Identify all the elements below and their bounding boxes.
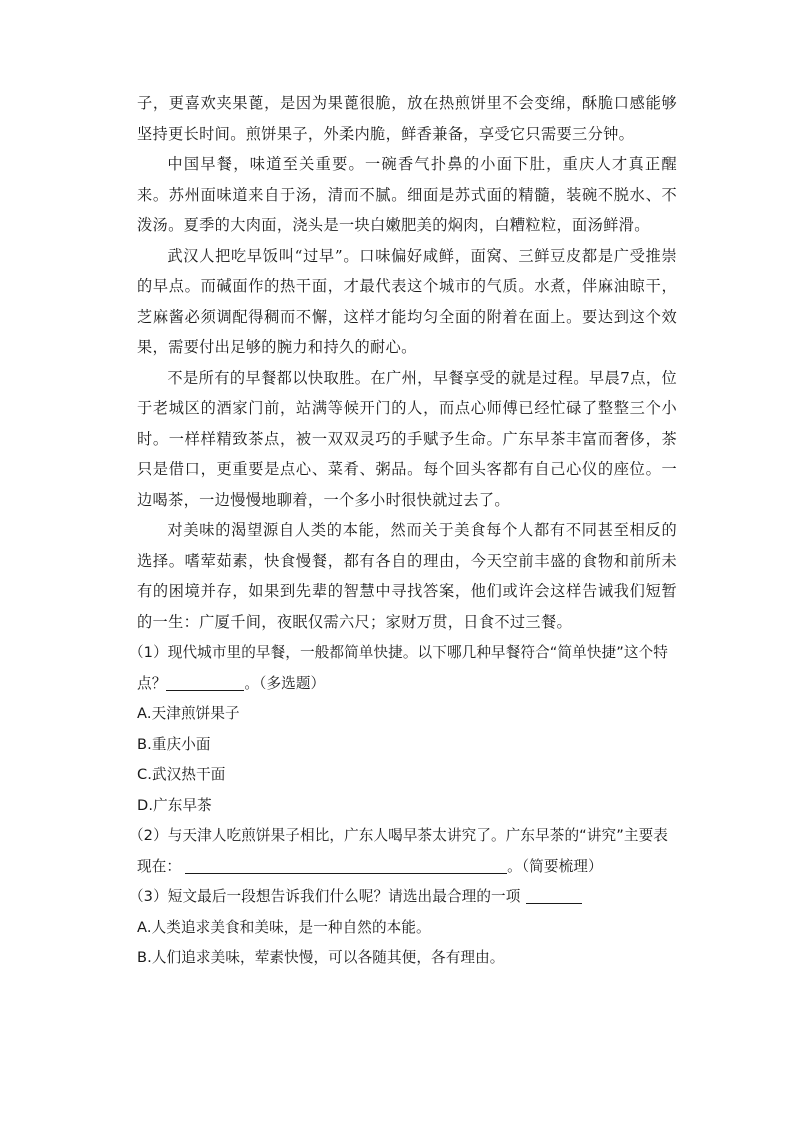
question-1-text: （1）现代城市里的早餐，一般都简单快捷。以下哪几种早餐符合“简单快捷”这个特点？ [128, 644, 668, 692]
question-1-answer-blank[interactable] [166, 672, 244, 691]
passage-paragraph-continued: 子，更喜欢夹果蓖，是因为果蓖很脆，放在热煎饼里不会变绵，酥脆口感能够坚持更长时间。煎饼果子，外柔内脆，鲜香兼备，享受它只需要三分钟。 [137, 94, 677, 143]
question-1-option-a[interactable]: A.天津煎饼果子 [137, 705, 240, 722]
question-1-option-d[interactable]: D.广东早茶 [137, 796, 212, 814]
question-1-option-b[interactable]: B.重庆小面 [137, 735, 211, 753]
passage-paragraph-conclusion: 对美味的渴望源自人类的本能，然而关于美食每个人都有不同甚至相反的选择。嗜荤茹素，快食慢餐，都有各自的理由，今天空前丰盛的食物和前所未有的困境并存，如果到先辈的智慧中寻找答案，他们或许会这样告诫我们短暂的一生：广厦千间，夜眠仅需六尺；家财万贯，日食不过三餐。 [137, 521, 677, 631]
question-2-suffix: 。（简要梳理） [507, 857, 603, 875]
passage-paragraph-guangzhou: 不是所有的早餐都以快取胜。在广州，早餐享受的就是过程。早晨7点，位于老城区的酒家门前，站满等候开门的人，而点心师傅已经忙碌了整整三个小时。一样样精致茶点，被一双双灵巧的手赋予生命。广东早茶丰富而奢侈，茶只是借口，更重要是点心、菜肴、粥品。每个回头客都有自己心仪的座位。一边喝茶，一边慢慢地聊着，一个多小时很快就过去了。 [137, 368, 677, 509]
question-2-stem [128, 821, 677, 882]
question-2-answer-blank[interactable] [185, 855, 507, 874]
question-2-text: （2）与天津人吃煎饼果子相比，广东人喝早茶太讲究了。广东早茶的“讲究”主要表现在： [128, 827, 668, 875]
passage-paragraph-wuhan: 武汉人把吃早饭叫“过早”。口味偏好咸鲜，面窝、三鲜豆皮都是广受推崇的早点。而碱面作的热干面，才最代表这个城市的气质。水煮，伴麻油晾干，芝麻酱必须调配得稠而不懈，这样才能均匀全面的附着在面上。要达到这个效果，需要付出足够的腕力和持久的耐心。 [137, 246, 677, 356]
passage-paragraph-chongqing-suzhou: 中国早餐，味道至关重要。一碗香气扑鼻的小面下肚，重庆人才真正醒来。苏州面味道来自于汤，清而不腻。细面是苏式面的精髓，装碗不脱水、不泼汤。夏季的大肉面，浇头是一块白嫩肥美的焖肉，白糟粒粒，面汤鲜滑。 [137, 155, 677, 234]
question-3-stem [128, 882, 677, 913]
document-page [128, 88, 677, 974]
question-3-answer-blank[interactable] [526, 885, 582, 904]
question-3-option-b[interactable]: B.人们追求美味，荤素快慢，可以各随其便，各有理由。 [137, 949, 505, 966]
question-1-suffix: 。（多选题） [244, 674, 326, 692]
question-3-text: （3）短文最后一段想告诉我们什么呢？请选出最合理的一项 [128, 888, 521, 905]
reading-passage [137, 88, 677, 637]
question-3-option-a[interactable]: A.人类追求美食和美味，是一种自然的本能。 [137, 918, 431, 936]
question-1-option-c[interactable]: C.武汉热干面 [137, 766, 226, 783]
question-section [128, 638, 677, 974]
question-1-stem [128, 638, 677, 699]
